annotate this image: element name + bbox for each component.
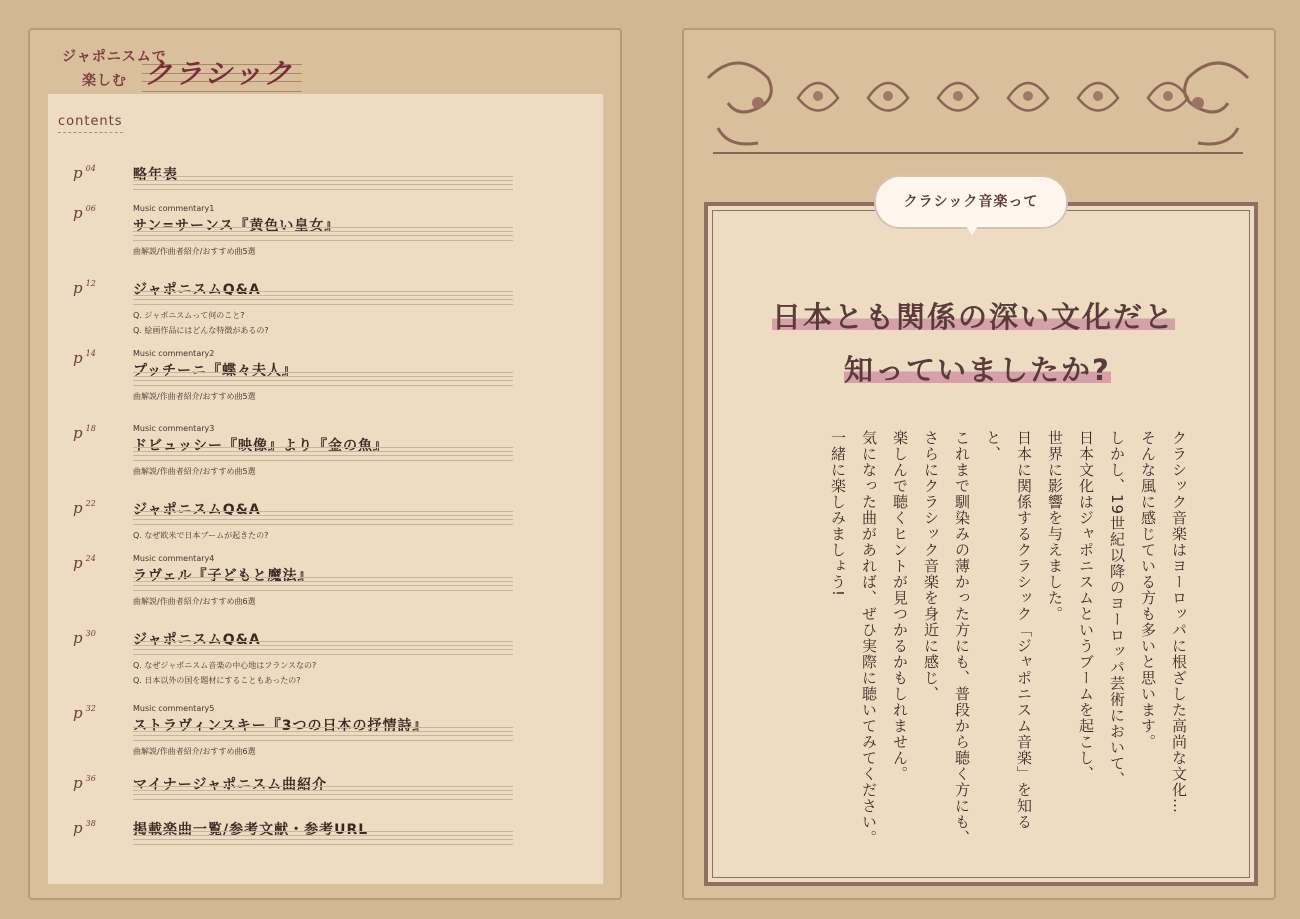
toc-title: ジャポニスムQ&A	[133, 502, 261, 518]
toc-title: プッチーニ『蝶々夫人』	[133, 363, 298, 379]
toc-entry	[73, 164, 513, 194]
speech-bubble-tail	[964, 223, 980, 235]
toc-page-number	[73, 349, 96, 367]
toc-page-value: 06	[85, 204, 96, 213]
toc-page-number	[73, 424, 96, 442]
logo-title: クラシック	[144, 57, 294, 90]
toc-staff-underline	[133, 577, 513, 591]
toc-page-value: 24	[85, 554, 96, 563]
intro-paragraph-line: 世界に影響を与えました。	[1046, 430, 1064, 622]
toc-page-value: 12	[85, 279, 96, 288]
toc-page-number	[73, 819, 96, 837]
toc-detail: 曲解説/作曲者紹介/おすすめ曲5選	[133, 467, 256, 476]
toc-page-number	[73, 554, 96, 572]
page-p-icon: p	[73, 819, 83, 837]
intro-paragraph-line: しかし、19世紀以降のヨーロッパ芸術において、	[1108, 430, 1126, 788]
logo-subtitle-line1: ジャポニスムで	[62, 49, 167, 65]
left-page	[28, 28, 622, 900]
page-p-icon: p	[73, 424, 83, 442]
toc-page-value: 38	[85, 819, 96, 828]
toc-staff-underline	[133, 447, 513, 461]
page-p-icon: p	[73, 499, 83, 517]
toc-subtitle: Music commentary5	[133, 704, 215, 713]
toc-title: 略年表	[133, 167, 178, 183]
toc-page-value: 30	[85, 629, 96, 638]
toc-title: マイナージャポニスム曲紹介	[133, 777, 328, 793]
toc-detail: 曲解説/作曲者紹介/おすすめ曲5選	[133, 392, 256, 401]
toc-entry	[73, 349, 513, 403]
toc-title: ジャポニスムQ&A	[133, 632, 261, 648]
toc-page-value: 18	[85, 424, 96, 433]
toc-page-number	[73, 164, 96, 182]
speech-bubble: クラシック音楽って	[874, 175, 1068, 229]
toc-title: ストラヴィンスキー『3つの日本の抒情詩』	[133, 718, 428, 734]
headline-line2-text: 知っていましたか?	[844, 353, 1111, 387]
toc-staff-underline	[133, 227, 513, 241]
toc-detail: 曲解説/作曲者紹介/おすすめ曲6選	[133, 747, 256, 756]
toc-entry	[73, 424, 513, 478]
toc-title: ドビュッシー『映像』より『金の魚』	[133, 438, 388, 454]
toc-page-number	[73, 774, 96, 792]
toc-staff-underline	[133, 372, 513, 386]
intro-paragraph-line: そんな風に感じている方も多いと思います。	[1139, 430, 1157, 750]
decorative-ornament-border	[698, 48, 1258, 158]
table-of-contents	[48, 94, 603, 884]
toc-subtitle: Music commentary1	[133, 204, 215, 213]
toc-subtitle: Music commentary2	[133, 349, 215, 358]
intro-paragraph-line: さらにクラシック音楽を身近に感じ、	[922, 430, 940, 702]
intro-paragraph-line: クラシック音楽はヨーロッパに根ざした高尚な文化…	[1170, 430, 1188, 814]
toc-title: ジャポニスムQ&A	[133, 282, 261, 298]
toc-page-value: 04	[85, 164, 96, 173]
right-page	[682, 28, 1276, 900]
toc-page-number	[73, 704, 96, 722]
toc-page-number	[73, 204, 96, 222]
page-p-icon: p	[73, 774, 83, 792]
intro-paragraph-line: 一緒に楽しみましょう!	[829, 430, 847, 598]
intro-paragraph-line: 楽しんで聴くヒントが見つかるかもしれません。	[891, 430, 909, 782]
intro-paragraph-line: 日本に関係するクラシック「ジャポニスム音楽」を知ると、	[984, 430, 1033, 830]
toc-detail: Q. なぜジャポニスム音楽の中心地はフランスなの?	[133, 661, 317, 670]
toc-subtitle: Music commentary4	[133, 554, 215, 563]
toc-detail: Q. ジャポニスムって何のこと?	[133, 311, 245, 320]
page-p-icon: p	[73, 164, 83, 182]
toc-staff-underline	[133, 727, 513, 741]
toc-detail: 曲解説/作曲者紹介/おすすめ曲5選	[133, 247, 256, 256]
intro-paragraph-line: 日本文化はジャポニスムというブームを起こし、	[1077, 430, 1095, 782]
toc-page-number	[73, 629, 96, 647]
toc-staff-underline	[133, 176, 513, 190]
toc-page-number	[73, 279, 96, 297]
toc-title: 掲載楽曲一覧/参考文献・参考URL	[133, 822, 369, 838]
toc-entry	[73, 819, 513, 849]
toc-staff-underline	[133, 786, 513, 800]
toc-detail: Q. 絵画作品にはどんな特徴があるの?	[133, 326, 269, 335]
toc-staff-underline	[133, 291, 513, 305]
toc-entry	[73, 499, 513, 542]
toc-page-number	[73, 499, 96, 517]
toc-page-value: 22	[85, 499, 96, 508]
intro-paragraph-line: 気になった曲があれば、ぜひ実際に聴いてみてください。	[860, 430, 878, 846]
toc-entry	[73, 554, 513, 608]
toc-entry	[73, 279, 513, 337]
toc-staff-underline	[133, 831, 513, 845]
toc-entry	[73, 774, 513, 804]
toc-staff-underline	[133, 511, 513, 525]
toc-title: ラヴェル『子どもと魔法』	[133, 568, 313, 584]
toc-entry	[73, 704, 513, 758]
toc-page-value: 14	[85, 349, 96, 358]
headline-line2	[844, 348, 1111, 389]
page-p-icon: p	[73, 704, 83, 722]
headline-line1-text: 日本とも関係の深い文化だと	[772, 300, 1176, 334]
toc-title: サン=サーンス『黄色い皇女』	[133, 218, 340, 234]
toc-detail: Q. なぜ欧米で日本ブームが起きたの?	[133, 531, 269, 540]
intro-vertical-text	[784, 430, 1194, 850]
toc-subtitle: Music commentary3	[133, 424, 215, 433]
toc-page-value: 32	[85, 704, 96, 713]
toc-detail: Q. 日本以外の国を題材にすることもあったの?	[133, 676, 301, 685]
page-p-icon: p	[73, 629, 83, 647]
page-p-icon: p	[73, 349, 83, 367]
page-p-icon: p	[73, 204, 83, 222]
toc-entry	[73, 204, 513, 258]
logo-subtitle-line2: 楽しむ	[82, 73, 127, 89]
page-p-icon: p	[73, 554, 83, 572]
toc-detail: 曲解説/作曲者紹介/おすすめ曲6選	[133, 597, 256, 606]
intro-paragraph-line: これまで馴染みの薄かった方にも、普段から聴く方にも、	[953, 430, 971, 846]
toc-entry	[73, 629, 513, 687]
page-p-icon: p	[73, 279, 83, 297]
toc-page-value: 36	[85, 774, 96, 783]
contents-heading: contents	[58, 114, 123, 133]
headline-line1	[772, 295, 1175, 336]
toc-staff-underline	[133, 641, 513, 655]
